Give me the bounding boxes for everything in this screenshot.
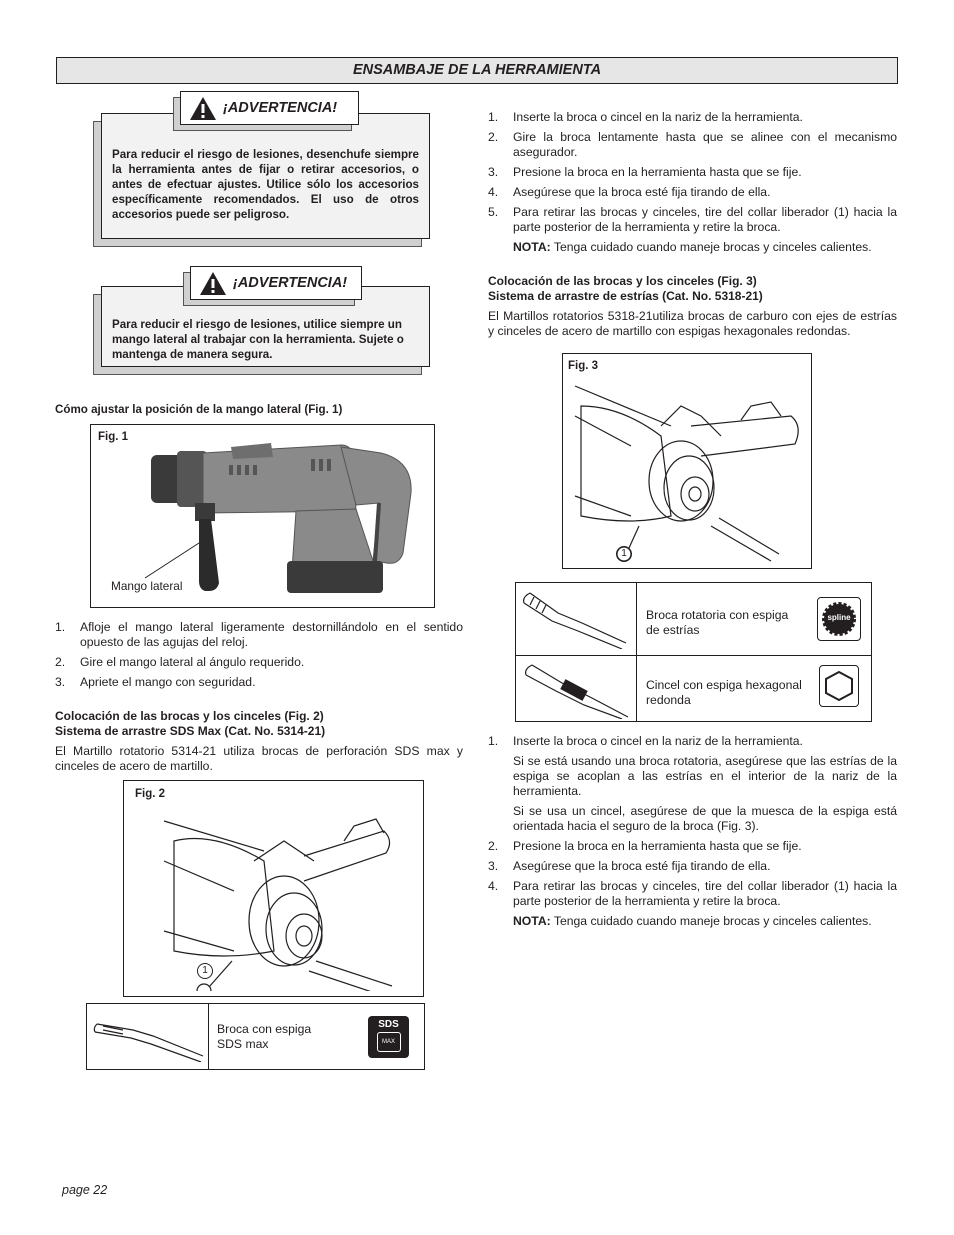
warning-triangle-icon — [189, 96, 217, 121]
list-item: 4. Para retirar las brocas y cinceles, tire del collar liberador (1) hacia la parte posterior de la herramienta y retire la broca. — [488, 879, 897, 908]
warning-triangle-icon — [199, 271, 227, 296]
list-item: 3. Presione la broca en la herramienta hasta que se fije. — [488, 165, 802, 179]
figure-2 — [123, 780, 424, 997]
spline-heading: Colocación de las brocas y los cinceles (Fig. 3) Sistema de arrastre de estrías (Cat. No. 5318-21) — [488, 274, 763, 303]
sds-heading: Colocación de las brocas y los cinceles (Fig. 2) Sistema de arrastre SDS Max (Cat. No. 5314-21) — [55, 709, 326, 738]
list-item: 5. Para retirar las brocas y cinceles, tire del collar liberador (1) hacia la parte posterior de la herramienta y retire la broca. — [488, 205, 897, 234]
hex-chisel-icon — [522, 661, 632, 719]
list-item: 1. Afloje el mango lateral ligeramente destornillándolo en el sentido opuesto de las agujas del reloj. — [55, 620, 463, 649]
sds-bit-table — [86, 1003, 425, 1070]
list-item: 2. Presione la broca en la herramienta hasta que se fije. — [488, 839, 802, 853]
side-handle-heading: Cómo ajustar la posición de la mango lateral (Fig. 1) — [55, 403, 343, 416]
sds-max-badge-icon: SDS MAX — [368, 1016, 409, 1058]
warning-title: ¡ADVERTENCIA! — [233, 275, 348, 291]
sds-bit-icon — [93, 1012, 205, 1062]
note: NOTA: Tenga cuidado cuando maneje brocas y cinceles calientes. — [513, 240, 872, 254]
callout-1: 1 — [197, 963, 213, 979]
page-number: page 22 — [62, 1183, 108, 1197]
list-item: 1. Inserte la broca o cincel en la nariz de la herramienta. Si se está usando una broca rotatoria, asegúrese que las estrías de la espiga se acoplan a las estrías en el interior de la nariz de la herramienta. Si se usa un cincel, asegúrese de que la muesca de la espiga está orientada hacia el seguro de la broca (Fig. 3). — [488, 734, 897, 833]
sds-steps — [488, 110, 897, 260]
spline-bit-icon — [522, 589, 632, 649]
warning-tab — [190, 266, 362, 300]
section-title: ENSAMBAJE DE LA HERRAMIENTA — [56, 57, 898, 84]
side-handle-steps — [55, 620, 463, 695]
rotary-hammer-illustration — [141, 433, 431, 603]
figure-label: Fig. 3 — [568, 360, 599, 372]
figure-label: Fig. 1 — [98, 431, 129, 443]
spline-chuck-illustration — [571, 376, 809, 566]
list-item: 2. Gire la broca lentamente hasta que se alinee con el mecanismo asegurador. — [488, 130, 897, 159]
warning-text: Para reducir el riesgo de lesiones, utilice siempre un mango lateral al trabajar con la herramienta. Sujete o mantenga de manera segura. — [101, 286, 430, 367]
list-item: 3. Apriete el mango con seguridad. — [55, 675, 256, 689]
list-item: 1. Inserte la broca o cincel en la nariz de la herramienta. — [488, 110, 803, 124]
figure-1 — [90, 424, 435, 608]
spline-bit-table — [515, 582, 872, 722]
spline-steps — [488, 734, 897, 934]
sds-paragraph: El Martillo rotatorio 5314-21 utiliza brocas de perforación SDS max y cinceles de acero de martillo. — [55, 744, 463, 773]
callout-1: 1 — [616, 546, 632, 562]
warning-tab — [180, 91, 359, 125]
sds-chuck-illustration — [154, 801, 414, 991]
callout-side-handle: Mango lateral — [111, 579, 183, 593]
warning-title: ¡ADVERTENCIA! — [223, 100, 338, 116]
list-item: 4. Asegúrese que la broca esté fija tirando de ella. — [488, 185, 771, 199]
note: NOTA: Tenga cuidado cuando maneje brocas y cinceles calientes. — [513, 914, 872, 928]
list-item: 3. Asegúrese que la broca esté fija tirando de ella. — [488, 859, 771, 873]
figure-label: Fig. 2 — [135, 788, 166, 800]
figure-3 — [562, 353, 812, 569]
list-item: 2. Gire el mango lateral al ángulo requerido. — [55, 655, 305, 669]
sds-bit-label: Broca con espiga SDS max — [217, 1022, 312, 1051]
hexagon-badge-icon — [819, 665, 859, 707]
hex-chisel-label: Cincel con espiga hexagonal redonda — [646, 678, 802, 707]
spline-paragraph: El Martillos rotatorios 5318-21utiliza brocas de carburo con ejes de estrías y cinceles de acero de martillo con espigas hexagonales redondas. — [488, 309, 897, 338]
spline-bit-label: Broca rotatoria con espiga de estrías — [646, 608, 789, 637]
spline-badge-icon: spline — [817, 597, 861, 641]
warning-text: Para reducir el riesgo de lesiones, desenchufe siempre la herramienta antes de fijar o retirar accesorios, o antes de efectuar ajustes. Utilice sólo los accesorios específicamente recomendados. El uso de otros accesorios puede ser peligroso. — [101, 113, 430, 239]
